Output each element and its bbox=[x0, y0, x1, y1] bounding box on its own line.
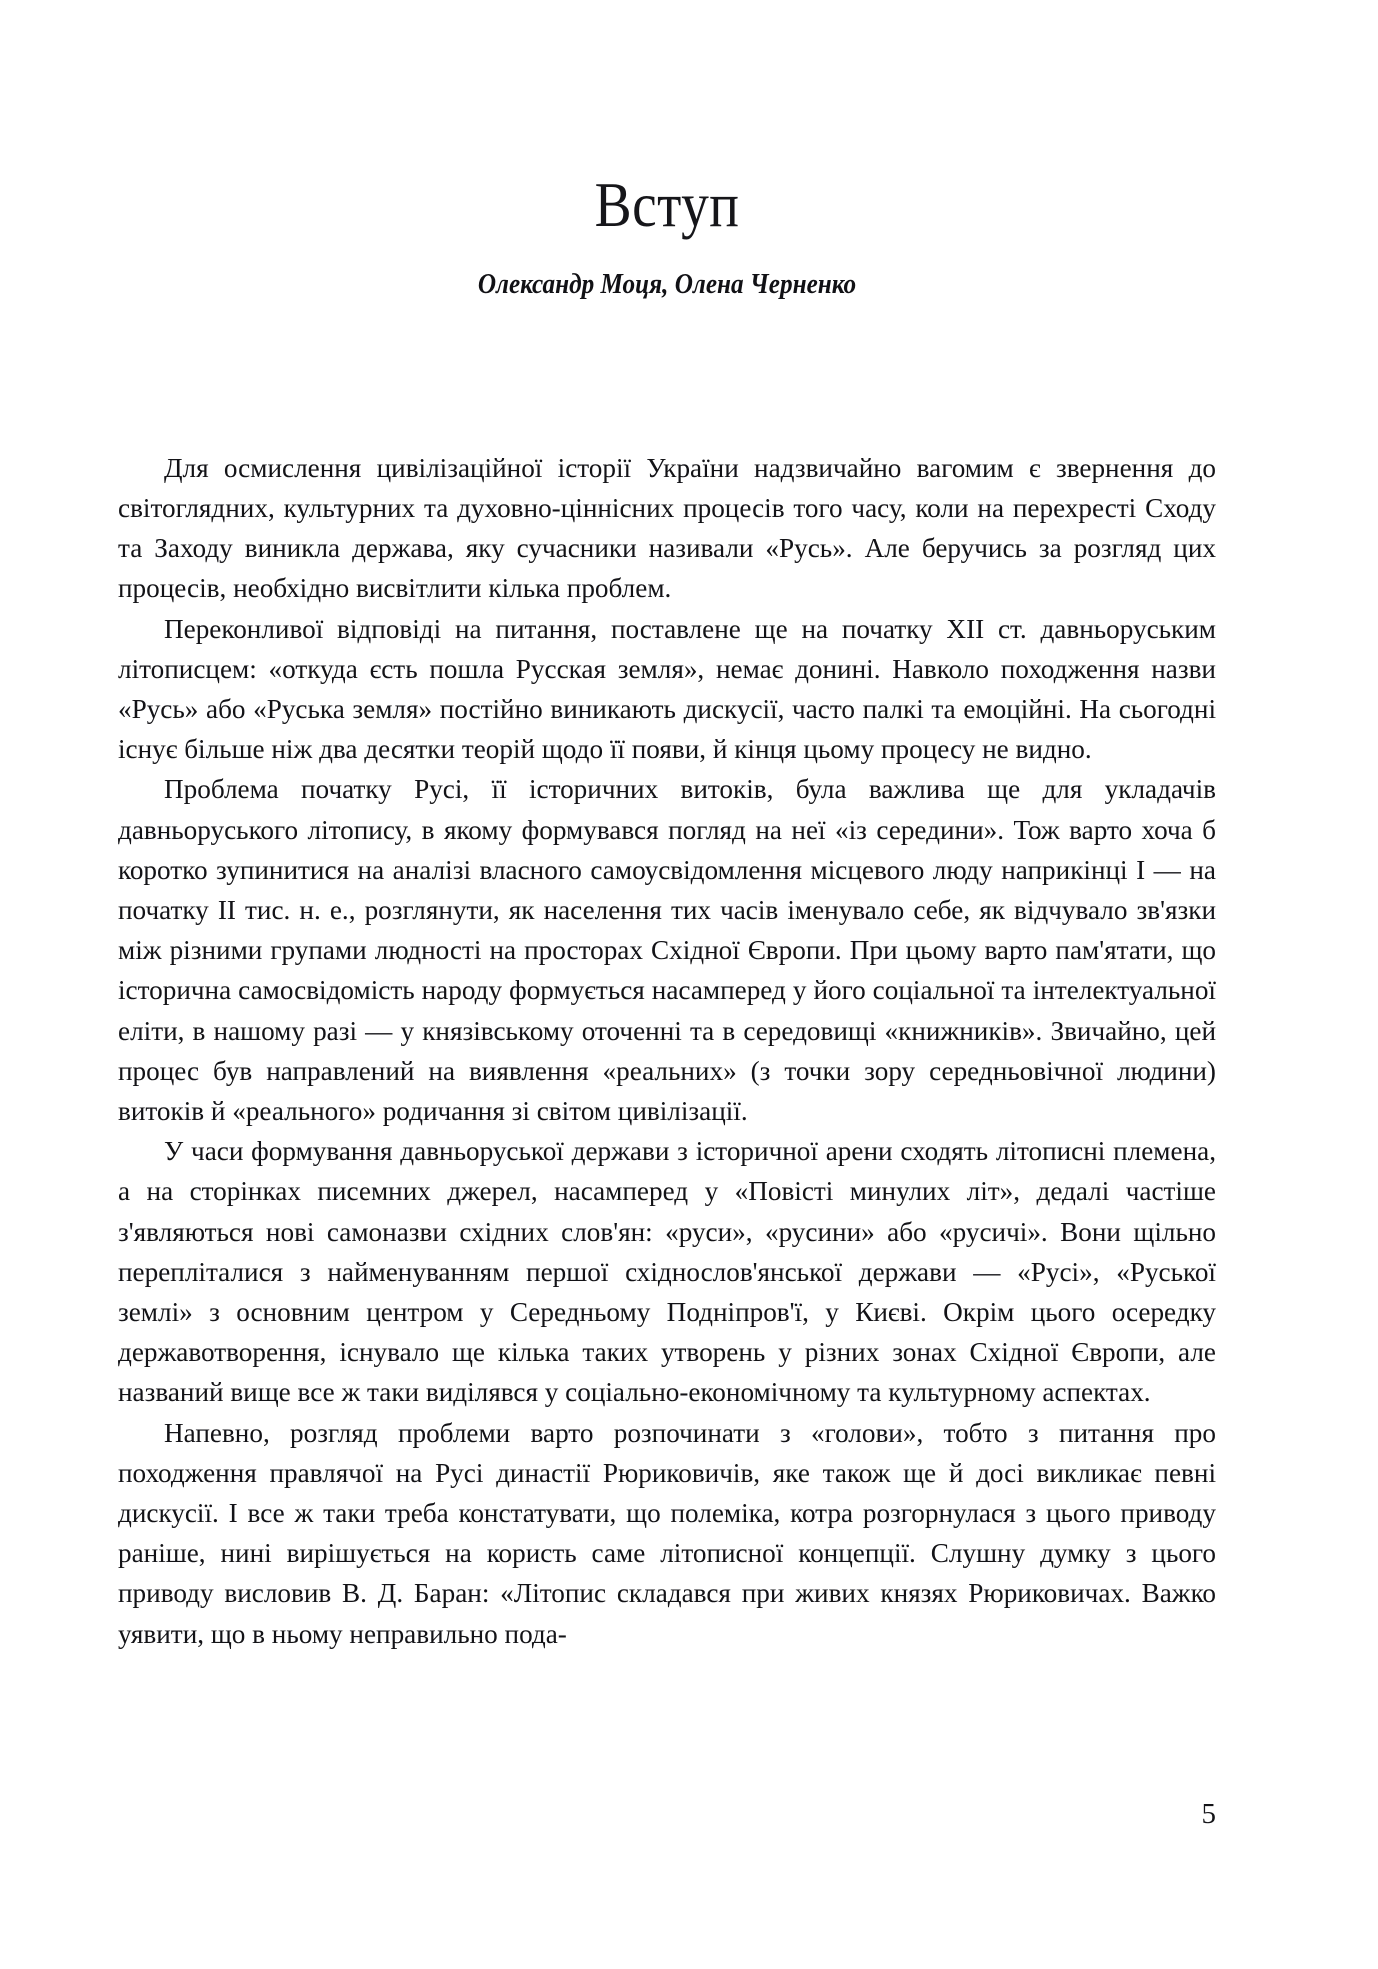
page-title: Вступ bbox=[594, 170, 740, 240]
paragraph: У часи формування давньоруської держави з історичної арени сходять літописні племена, а на сторінках писемних джерел, насамперед у «Повісті минулих літ», дедалі частіше з'являються нові самоназви східних слов'ян: «руси», «русини» або «русичі». Вони щільно перепліталися з найменуванням першої східнослов'янської держави — «Русі», «Руської землі» з основним центром у Середньому Подніпров'ї, у Києві. Окрім цього осередку державотворення, існувало ще кілька таких утворень у різних зонах Східної Європи, але названий вище все ж таки виділявся у соціально-економічному та культурному аспектах. bbox=[118, 1136, 1216, 1408]
page-content-area bbox=[118, 0, 1216, 1969]
paragraph: Напевно, розгляд проблеми варто розпочинати з «голови», тобто з питання про походження правлячої на Русі династії Рюриковичів, яке також ще й досі викликає певні дискусії. І все ж таки треба констатувати, що полеміка, котра розгорнулася з цього приводу раніше, нині вирішується на користь саме літописної концепції. Слушну думку з цього приводу висловив В. Д. Баран: «Літопис складався при живих князях Рюриковичах. Важко уявити, що в ньому неправильно пода- bbox=[118, 1417, 1216, 1649]
paragraph: Для осмислення цивілізаційної історії України надзвичайно вагомим є звернення до світоглядних, культурних та духовно-ціннісних процесів того часу, коли на перехресті Сходу та Заходу виникла держава, яку сучасники називали «Русь». Але беручись за розгляд цих процесів, необхідно висвітлити кілька проблем. bbox=[118, 452, 1216, 604]
body-text bbox=[118, 302, 1216, 1654]
page-number: 5 bbox=[1201, 1798, 1216, 1830]
paragraph: Проблема початку Русі, її історичних витоків, була важлива ще для укладачів давньоруського літопису, в якому формувався погляд на неї «із середини». Тож варто хоча б коротко зупинитися на аналізі власного самоусвідомлення місцевого люду наприкінці I — на початку II тис. н. е., розглянути, як населення тих часів іменувало себе, як відчувало зв'язки між різними групами людності на просторах Східної Європи. При цьому варто пам'ятати, що історична самосвідомість народу формується насамперед у його соціальної та інтелектуальної еліти, в нашому разі — у князівському оточенні та в середовищі «книжників». Звичайно, цей процес був направлений на виявлення «реальних» (з точки зору середньовічної людини) витоків й «реального» родичання зі світом цивілізації. bbox=[118, 774, 1216, 1126]
paragraph: Переконливої відповіді на питання, поставлене ще на початку XII ст. давньоруським літописцем: «откуда єсть пошла Русская земля», немає донині. Навколо походження назви «Русь» або «Руська земля» постійно виникають дискусії, часто палкі та емоційні. На сьогодні існує більше ніж два десятки теорій щодо її появи, й кінця цьому процесу не видно. bbox=[118, 613, 1216, 765]
chapter-authors: Олександр Моця, Олена Черненко bbox=[477, 269, 857, 301]
